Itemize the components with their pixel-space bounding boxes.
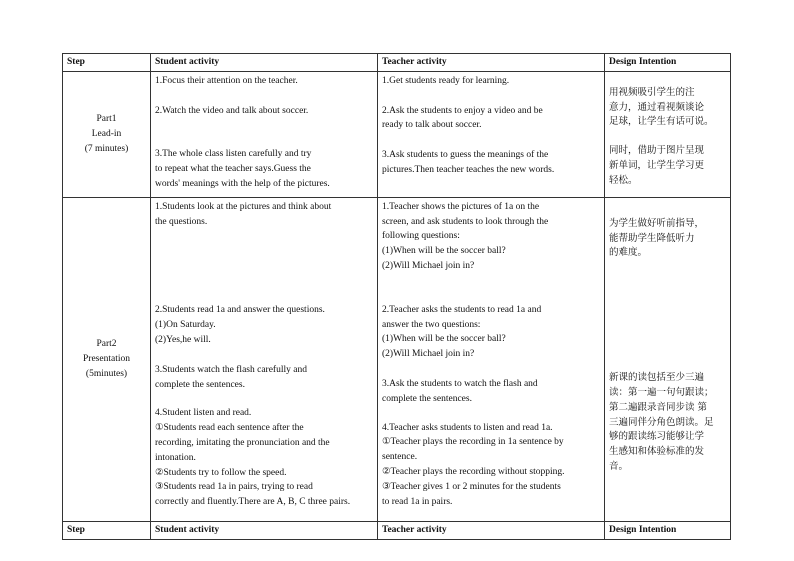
part1-row — [63, 71, 731, 197]
part2-teacher-line: 1.Teacher shows the pictures of 1a on the — [382, 201, 540, 212]
part2-design-line: 三遍同伴分角色朗读。足 — [609, 416, 714, 428]
part1-student-line: words' meanings with the help of the pictures. — [155, 178, 330, 189]
part1-design-cell — [605, 71, 731, 197]
part2-teacher-line: (1)When will be the soccer ball? — [382, 246, 506, 257]
part1-student-line: 1.Focus their attention on the teacher. — [155, 75, 298, 86]
header-step: Step — [63, 54, 151, 72]
part2-teacher-line: 2.Teacher asks the students to read 1a and — [382, 304, 542, 315]
part2-design-line: 为学生做好听前指导， — [609, 217, 705, 229]
part2-subtitle: Presentation — [83, 353, 130, 364]
part2-row — [63, 197, 731, 521]
part2-student-line: (1)On Saturday. — [155, 320, 216, 331]
part2-teacher-line: (2)Will Michael join in? — [382, 260, 475, 271]
part2-teacher-line: ②Teacher plays the recording without stopping. — [382, 466, 565, 477]
part2-teacher-line: 3.Ask the students to watch the flash and — [382, 378, 538, 389]
part2-teacher-line: ③Teacher gives 1 or 2 minutes for the students — [382, 481, 561, 492]
part2-teacher-line: (1)When will be the soccer ball? — [382, 334, 506, 345]
part1-student-cell — [151, 71, 378, 197]
part2-design-line: 音。 — [609, 460, 629, 472]
part1-teacher-line: 3.Ask students to guess the meanings of the — [382, 150, 549, 161]
part1-design-line: 新单词，让学生学习更 — [609, 159, 705, 171]
part2-teacher-line: sentence. — [382, 452, 418, 463]
part2-teacher-line: (2)Will Michael join in? — [382, 349, 475, 360]
part2-design-line: 能帮助学生降低听力 — [609, 232, 695, 244]
part2-design-line: 生感知和体验标准的发 — [609, 446, 705, 458]
header-row — [63, 54, 731, 72]
part2-teacher-line: complete the sentences. — [382, 393, 472, 404]
footer-teacher-activity: Teacher activity — [378, 521, 605, 539]
part2-student-line: 4.Student listen and read. — [155, 408, 252, 419]
part1-teacher-line: pictures.Then teacher teaches the new words. — [382, 164, 555, 175]
part2-student-line: recording, imitating the pronunciation and the — [155, 437, 330, 448]
part2-student-line: intonation. — [155, 452, 196, 463]
part2-design-line: 新课的读包括至少三遍 — [609, 372, 705, 384]
part2-design-line: 读：第一遍一句句跟读； — [609, 386, 714, 398]
part2-student-line: 1.Students look at the pictures and think about — [155, 201, 332, 212]
part2-student-line: ③Students read 1a in pairs, trying to read — [155, 482, 313, 493]
footer-step: Step — [63, 521, 151, 539]
footer-header-row — [63, 521, 731, 539]
footer-design-intention: Design Intention — [605, 521, 731, 539]
part1-design-line: 同时，借助于图片呈现 — [609, 145, 705, 157]
part1-teacher-cell — [378, 71, 605, 197]
lesson-plan-table — [62, 53, 731, 540]
part1-teacher-line: 2.Ask the students to enjoy a video and be — [382, 105, 543, 116]
part1-teacher-line: ready to talk about soccer. — [382, 120, 482, 131]
part2-student-line: ①Students read each sentence after the — [155, 423, 304, 434]
part2-student-line: (2)Yes,he will. — [155, 334, 211, 345]
part1-teacher-line: 1.Get students ready for learning. — [382, 75, 510, 86]
part2-teacher-line: screen, and ask students to look through the — [382, 216, 549, 227]
part2-step-cell — [63, 197, 151, 521]
part2-student-line: complete the sentences. — [155, 379, 245, 390]
part2-teacher-line: following questions: — [382, 231, 460, 242]
part1-design-line: 足球，让学生有话可说。 — [609, 116, 714, 128]
part2-student-line: the questions. — [155, 216, 208, 227]
part2-duration: (5minutes) — [85, 368, 128, 379]
header-teacher-activity: Teacher activity — [378, 54, 605, 72]
part2-teacher-line: 4.Teacher asks students to listen and read 1a. — [382, 422, 553, 433]
part2-teacher-cell — [378, 197, 605, 521]
part1-student-line: to repeat what the teacher says.Guess the — [155, 164, 311, 175]
part2-title: Part2 — [96, 339, 117, 350]
part2-student-line: correctly and fluently.There are A, B, C three pairs. — [155, 497, 351, 508]
part1-design-line: 轻松。 — [609, 174, 638, 186]
part1-subtitle: Lead-in — [91, 128, 122, 139]
part1-step-cell — [63, 71, 151, 197]
part1-design-line: 意力，通过看视频谈论 — [609, 101, 705, 113]
part1-duration: (7 minutes) — [84, 143, 129, 154]
part2-teacher-line: ①Teacher plays the recording in 1a sentence by — [382, 437, 564, 448]
header-student-activity: Student activity — [151, 54, 378, 72]
part2-design-line: 够的跟读练习能够让学 — [609, 431, 705, 443]
part2-student-line: ②Students try to follow the speed. — [155, 467, 287, 478]
part1-design-line: 用视频吸引学生的注 — [609, 86, 695, 98]
part2-student-line: 3.Students watch the flash carefully and — [155, 364, 307, 375]
part2-design-line: 第二遍跟录音同步读 第 — [609, 401, 708, 413]
header-design-intention: Design Intention — [605, 54, 731, 72]
part2-teacher-line: answer the two questions: — [382, 319, 481, 330]
part1-student-line: 3.The whole class listen carefully and try — [155, 149, 312, 160]
part2-teacher-line: to read 1a in pairs. — [382, 496, 453, 507]
part1-title: Part1 — [96, 114, 117, 125]
part1-student-line: 2.Watch the video and talk about soccer. — [155, 105, 309, 116]
part2-student-cell — [151, 197, 378, 521]
part2-design-line: 的难度。 — [609, 247, 648, 259]
part2-student-line: 2.Students read 1a and answer the questions. — [155, 305, 325, 316]
footer-student-activity: Student activity — [151, 521, 378, 539]
part2-design-cell — [605, 197, 731, 521]
